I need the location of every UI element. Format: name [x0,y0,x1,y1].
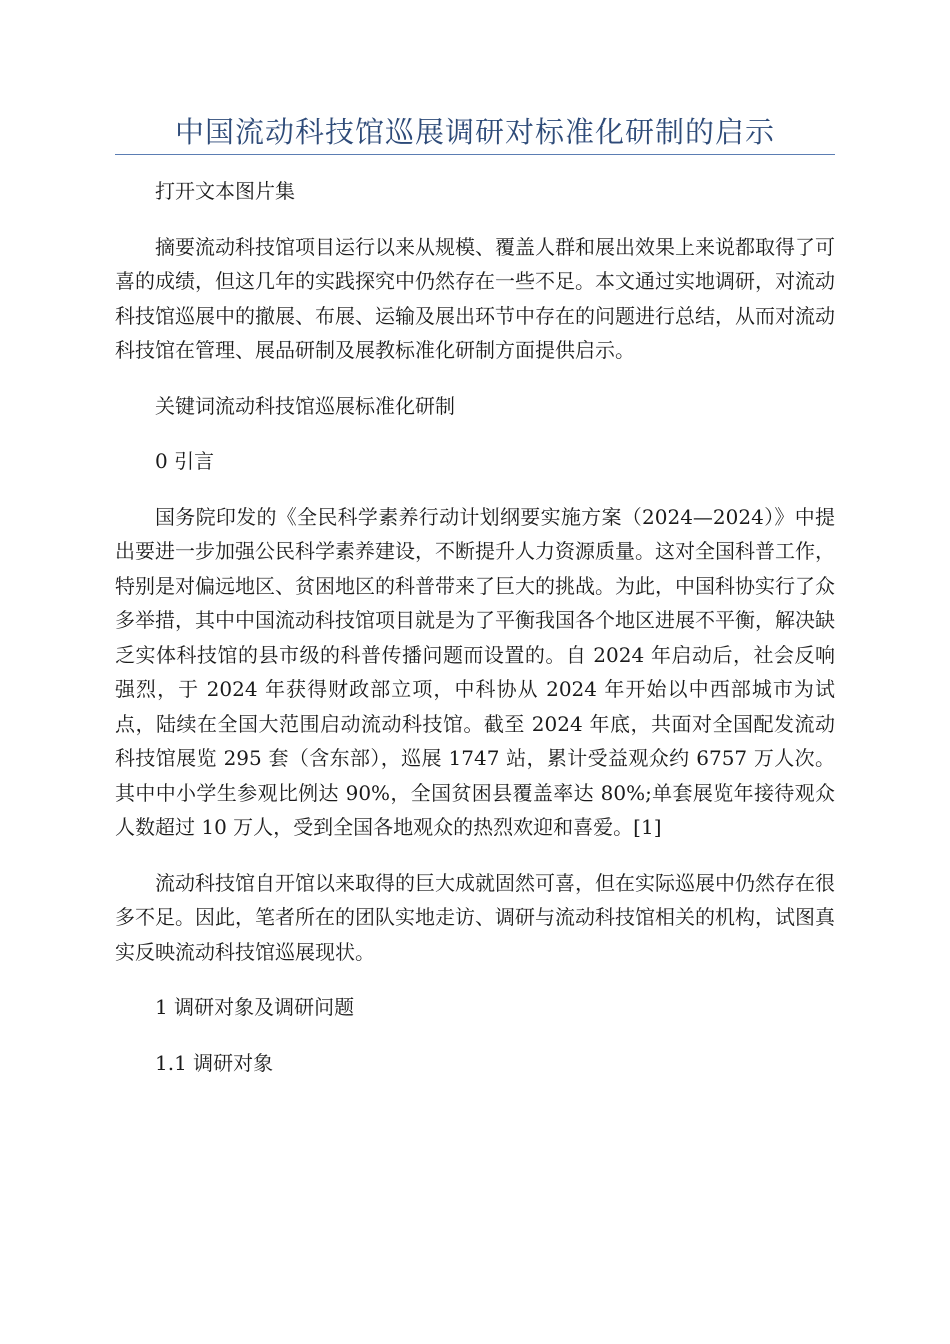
document-title: 中国流动科技馆巡展调研对标准化研制的启示 [174,115,775,149]
title-underline [115,154,835,155]
paragraph-intro-body: 国务院印发的《全民科学素养行动计划纲要实施方案（2024—2024）》中提出要进一步加强公民科学素养建设，不断提升人力资源质量。这对全国科普工作，特别是对偏远地区、贫困地区的科普带来了巨大的挑战。为此，中国科协实行了众多举措，其中中国流动科技馆项目就是为了平衡我国各个地区进展不平衡，解决缺乏实体科技馆的县市级的科普传播问题而设置的。自 2024 年启动后，社会反响强烈，于 2024 年获得财政部立项，中科协从 2024 年开始以中西部城市为试点，陆续在全国大范围启动流动科技馆。截至 2024 年底，共面对全国配发流动科技馆展览 295 套（含东部），巡展 1747 站，累计受益观众约 6757 万人次。其中中小学生参观比例达 90%，全国贫困县覆盖率达 80%;单套展览年接待观众人数超过 10 万人，受到全国各地观众的热烈欢迎和喜爱。[1] [115,504,835,839]
heading-section-1-1: 1.1 调研对象 [155,1050,274,1075]
paragraph-intro-followup: 流动科技馆自开馆以来取得的巨大成就固然可喜，但在实际巡展中仍然存在很多不足。因此，笔者所在的团队实地走访、调研与流动科技馆相关的机构，试图真实反映流动科技馆巡展现状。 [115,870,835,964]
paragraph-keywords: 关键词流动科技馆巡展标准化研制 [155,393,455,418]
paragraph-abstract: 摘要流动科技馆项目运行以来从规模、覆盖人群和展出效果上来说都取得了可喜的成绩，但这几年的实践探究中仍然存在一些不足。本文通过实地调研，对流动科技馆巡展中的撤展、布展、运输及展出环节中存在的问题进行总结，从而对流动科技馆在管理、展品研制及展教标准化研制方面提供启示。 [115,234,835,362]
heading-section-1: 1 调研对象及调研问题 [155,995,355,1019]
heading-introduction: 0 引言 [155,449,215,473]
paragraph-open-image-set[interactable]: 打开文本图片集 [155,179,295,203]
document-body [115,174,835,1101]
